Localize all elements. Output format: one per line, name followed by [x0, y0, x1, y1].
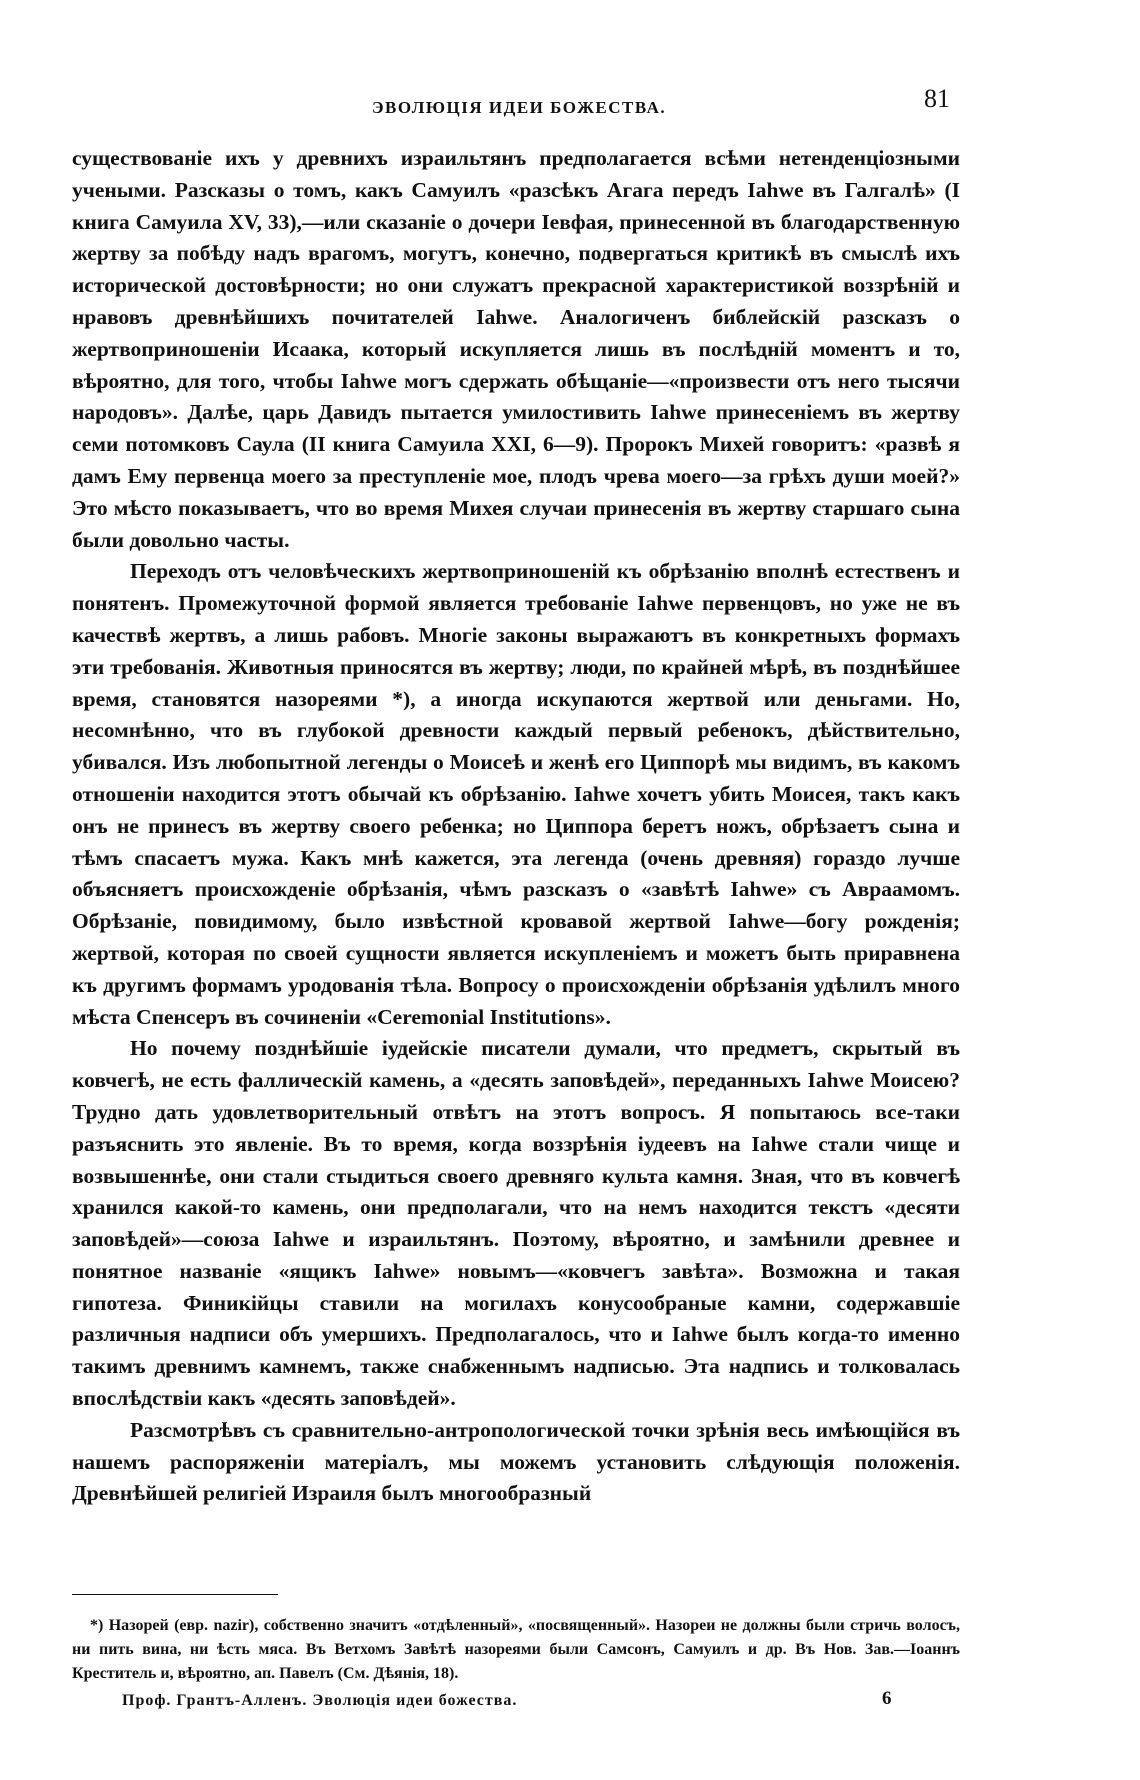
page-header: [60, 78, 960, 128]
sheet-number: 6: [882, 1688, 892, 1709]
footnote-divider: [72, 1594, 278, 1595]
body-text: [72, 143, 960, 1510]
footnote: [72, 1614, 960, 1686]
paragraph: Но почему позднѣйшіе іудейскіе писатели думали, что предметъ, скрытый въ ковчегѣ, не есть фаллическій камень, а «десять заповѣдей», переданныхъ Iahwe Моисею? Трудно дать удовлетворительный отвѣтъ на этотъ вопросъ. Я попытаюсь все-таки разъяснить это явленіе. Въ то время, когда воззрѣнія іудеевъ на Iahwe стали чище и возвышеннѣе, они стали стыдиться своего древняго культа камня. Зная, что въ ковчегѣ хранился какой-то камень, они предполагали, что на немъ находится текстъ «десяти заповѣдей»—союза Iahwe и израильтянъ. Поэтому, вѣроятно, и замѣнили древнее и понятное названіе «ящикъ Iahwe» новымъ—«ковчегъ завѣта». Возможна и такая гипотеза. Финикійцы ставили на могилахъ конусообраные камни, содержавшіе различныя надписи объ умершихъ. Предполагалось, что и Iahwe былъ когда-то именно такимъ древнимъ камнемъ, также снабженнымъ надписью. Эта надпись и толковалась впослѣдствіи какъ «десять заповѣдей».: [72, 1036, 960, 1411]
paragraph: Разсмотрѣвъ съ сравнительно-антропологической точки зрѣнія весь имѣющійся въ нашемъ распоряженіи матеріалъ, мы можемъ установить слѣдующія положенія. Древнѣйшей религіей Израиля былъ многообразный: [72, 1417, 960, 1506]
paragraph: существованіе ихъ у древнихъ израильтянъ предполагается всѣми нетенденціозными учеными. Разсказы о томъ, какъ Самуилъ «разсѣкъ Агага передъ Iahwe въ Галгалѣ» (I книга Самуила XV, 33),—или сказаніе о дочери Іевфая, принесенной въ благодарственную жертву за побѣду надъ врагомъ, могутъ, конечно, подвергаться критикѣ въ смыслѣ ихъ исторической достовѣрности; но они служатъ прекрасной характеристикой воззрѣній и нравовъ древнѣйшихъ почитателей Iahwe. Аналогиченъ библейскій разсказъ о жертвоприношеніи Исаака, который искупляется лишь въ послѣдній моментъ и то, вѣроятно, для того, чтобы Iahwe могъ сдержать обѣщаніе—«произвести отъ него тысячи народовъ». Далѣе, царь Давидъ пытается умилостивить Iahwe принесеніемъ въ жертву семи потомковъ Саула (II книга Самуила XXI, 6—9). Пророкъ Михей говоритъ: «развѣ я дамъ Ему первенца моего за преступленіе мое, плодъ чрева моего—за грѣхъ души моей?» Это мѣсто показываетъ, что во время Михея случаи принесенія въ жертву старшаго сына были довольно часты.: [72, 146, 960, 552]
footnote-text: *) Назорей (евр. nazir), собственно значитъ «отдѣленный», «посвященный». Назореи не должны были стричь волосъ, ни пить вина, ни ѣсть мяса. Въ Ветхомъ Завѣтѣ назореями были Самсонъ, Самуилъ и др. Въ Нов. Зав.—Іоаннъ Креститель и, вѣроятно, ап. Павелъ (См. Дѣянія, 18).: [72, 1617, 960, 1682]
page-number: 81: [924, 84, 950, 113]
running-title: ЭВОЛЮЦІЯ ИДЕИ БОЖЕСТВА.: [372, 98, 667, 117]
paragraph: Переходъ отъ человѣческихъ жертвоприношеній къ обрѣзанію вполнѣ естественъ и понятенъ. Промежуточной формой является требованіе Iahwe первенцовъ, но уже не въ качествѣ жертвъ, а лишь рабовъ. Многіе законы выражаютъ въ конкретныхъ формахъ эти требованія. Животныя приносятся въ жертву; люди, по крайней мѣрѣ, въ позднѣйшее время, становятся назореями *), а иногда искупаются жертвой или деньгами. Но, несомнѣнно, что въ глубокой древности каждый первый ребенокъ, дѣйствительно, убивался. Изъ любопытной легенды о Моисеѣ и женѣ его Циппорѣ мы видимъ, въ какомъ отношеніи находится этотъ обычай къ обрѣзанію. Iahwe хочетъ убить Моисея, такъ какъ онъ не принесъ въ жертву своего ребенка; но Циппора беретъ ножъ, обрѣзаетъ сына и тѣмъ спасаетъ мужа. Какъ мнѣ кажется, эта легенда (очень древняя) гораздо лучше объясняетъ происхожденіе обрѣзанія, чѣмъ разсказъ о «завѣтѣ Iahwe» съ Авраамомъ. Обрѣзаніе, повидимому, было извѣстной кровавой жертвой Iahwe—богу рожденія; жертвой, которая по своей сущности является искупленіемъ и можетъ быть приравнена къ другимъ формамъ уродованія тѣла. Вопросу о происхожденіи обрѣзанія удѣлилъ много мѣста Спенсеръ въ сочиненіи «Ceremonial Institutions».: [72, 559, 960, 1029]
signature-title: Проф. Грантъ-Алленъ. Эволюція идеи божества.: [122, 1692, 518, 1709]
